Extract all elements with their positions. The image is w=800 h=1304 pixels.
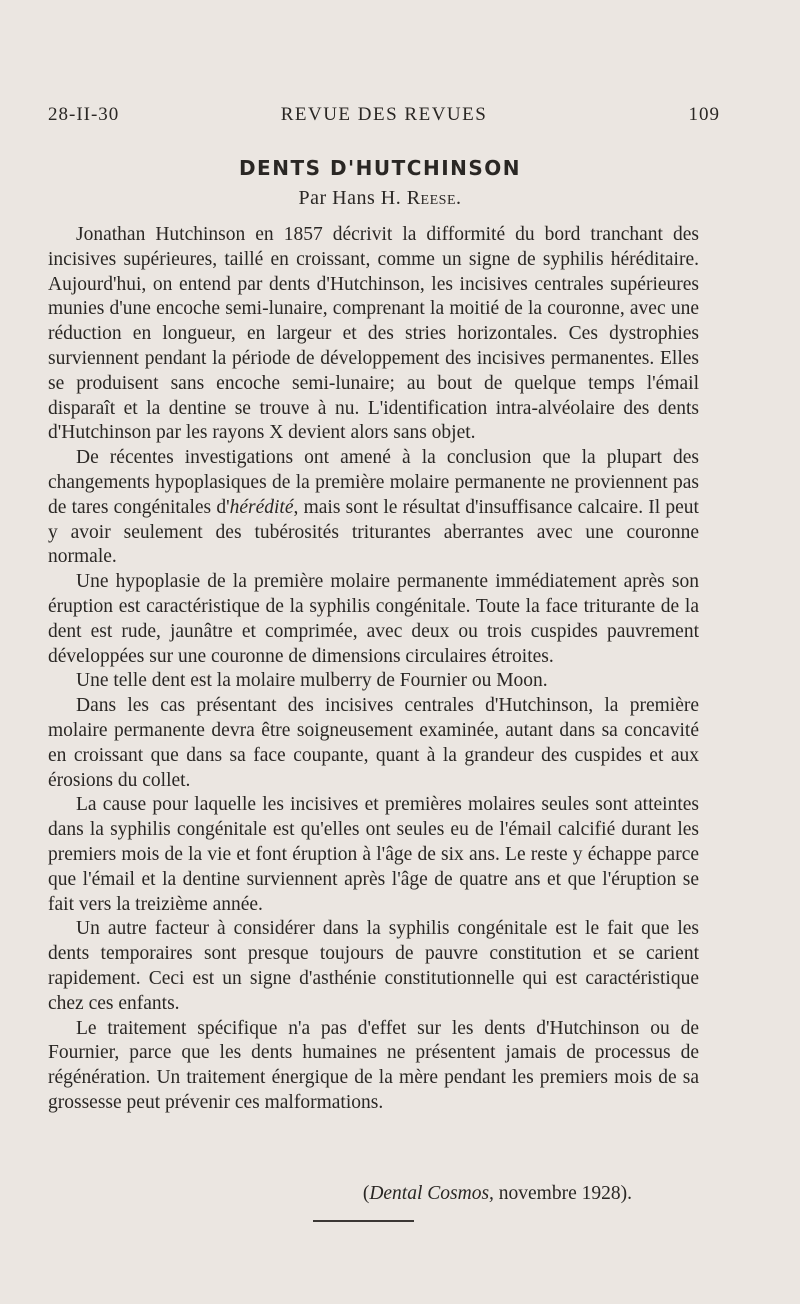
paragraph: Jonathan Hutchinson en 1857 décrivit la difformité du bord tranchant des incisives supérieures, taillé en croissant, comme un signe de syphilis héréditaire. Aujourd'hui, on entend par dents d'Hutchinson, les incisives centrales supérieures munies d'une encoche semi-lunaire, comprenant la moitié de la couronne, avec une réduction en longueur, en largeur et des stries horizontales. Ces dystrophies surviennent pendant la période de développement des incisives permanentes. Elles se produisent sans encoche semi-lunaire; au bout de quelque temps l'émail disparaît et la dentine se trouve à nu. L'identification intra-alvéolaire des dents d'Hutchinson par les rayons X devient alors sans objet. <box>48 224 699 444</box>
paragraph: Une telle dent est la molaire mulberry de Fournier ou Moon. <box>76 670 548 692</box>
page-number: 109 <box>688 104 720 125</box>
paragraph: Un autre facteur à considérer dans la syphilis congénitale est le fait que les dents temporaires sont presque toujours de pauvre constitution et se carient rapidement. Ceci est un signe d'asthénie constitutionnelle qui est caractéristique chez ces enfants. <box>48 918 699 1014</box>
paragraph <box>48 446 699 570</box>
article-body <box>48 223 699 1116</box>
citation-date: novembre 1928). <box>493 1183 632 1204</box>
paragraph-text: , mais sont le résultat d'insuffisance calcaire. Il peut y avoir seulement des tubérosités triturantes aberrantes avec une couronne normale. <box>48 496 699 568</box>
source-citation <box>0 1183 632 1205</box>
byline-prefix: Par Hans H. <box>298 187 402 209</box>
article-title: DENTS D'HUTCHINSON <box>238 156 522 180</box>
journal-title: REVUE DES REVUES <box>280 104 488 125</box>
paragraph: Une hypoplasie de la première molaire permanente immédiatement après son éruption est caractéristique de la syphilis congénitale. Toute la face triturante de la dent est rude, jaunâtre et comprimée, avec deux ou trois cuspides pauvrement développées sur une couronne de dimensions circulaires étroites. <box>48 571 699 667</box>
citation-source: Dental Cosmos, <box>369 1183 494 1204</box>
paragraph: Le traitement spécifique n'a pas d'effet sur les dents d'Hutchinson ou de Fournier, parce que les dents humaines ne présentent jamais de processus de régénération. Un traitement énergique de la mère pendant les premiers mois de sa grossesse peut prévenir ces malformations. <box>48 1017 699 1113</box>
paragraph-text: De récentes investigations ont amené à la conclusion que la plupart des changements hypoplasiques de la première molaire permanente ne proviennent pas de tares congénitales d' <box>48 447 699 518</box>
issue-date: 28-II-30 <box>48 104 120 125</box>
byline <box>0 187 760 210</box>
running-header <box>48 104 720 132</box>
paragraph: La cause pour laquelle les incisives et premières molaires seules sont atteintes dans la syphilis congénitale est qu'elles ont seules eu de l'émail calcifié durant les premiers mois de la vie et font éruption à l'âge de six ans. Le reste y échappe parce que l'émail et la dentine surviennent après l'âge de quatre ans et que l'éruption se fait vers la treizième année. <box>48 794 699 915</box>
byline-author: Reese. <box>406 187 462 209</box>
italic-term: hérédité <box>229 496 294 518</box>
paragraph: Dans les cas présentant des incisives centrales d'Hutchinson, la première molaire permanente devra être soigneusement examinée, autant dans sa concavité en croissant que dans sa face coupante, quant à la grandeur des cuspides et aux érosions du collet. <box>48 695 699 791</box>
citation-open: ( <box>362 1183 370 1204</box>
end-rule <box>313 1220 414 1222</box>
